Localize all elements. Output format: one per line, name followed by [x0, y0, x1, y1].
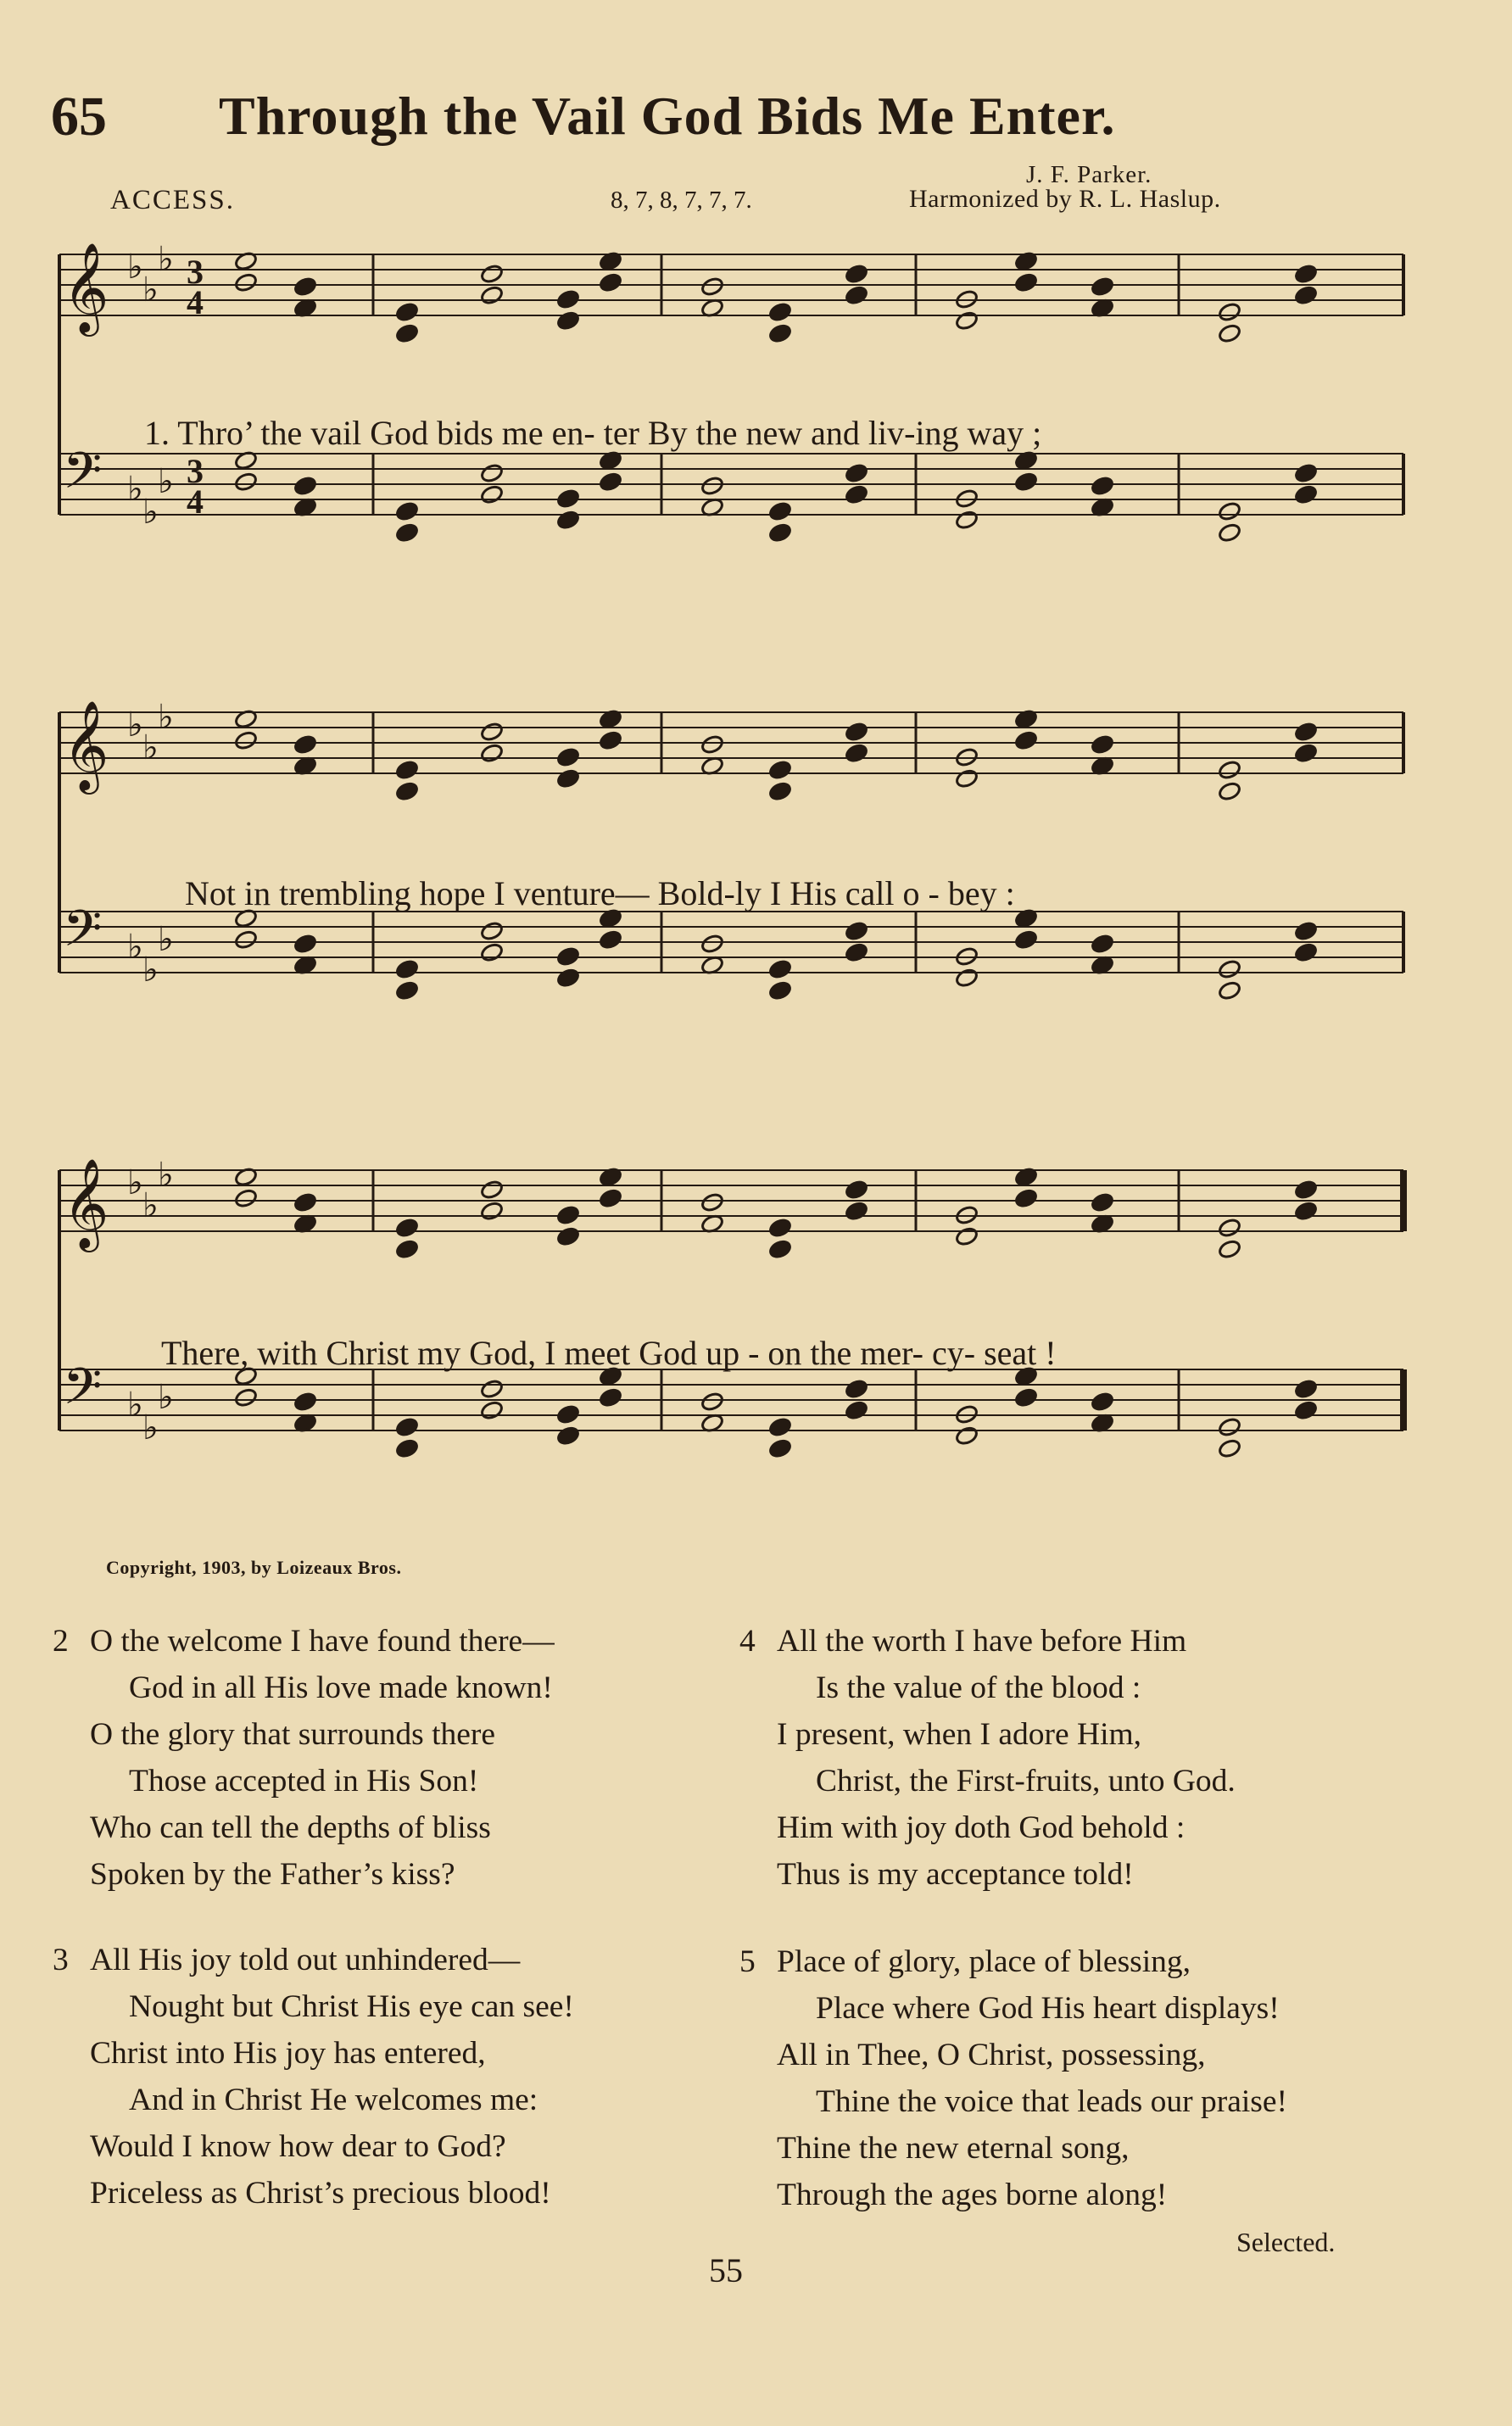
note-head — [845, 1201, 869, 1222]
note-head — [599, 272, 623, 293]
note-head — [556, 510, 581, 531]
verse-line — [739, 1618, 1236, 1665]
verse-2 — [53, 1618, 555, 1898]
note-head — [845, 743, 869, 764]
note-head — [700, 476, 725, 497]
verse-text: Priceless as Christ’s precious blood! — [90, 2176, 551, 2211]
note-head — [768, 980, 793, 1001]
note-head — [395, 323, 420, 344]
verse-line — [739, 1851, 1236, 1898]
note-head — [293, 934, 318, 955]
note-head — [1294, 743, 1319, 764]
verse-line — [739, 1804, 1236, 1851]
note-head — [768, 1417, 793, 1438]
page-number: 55 — [709, 2251, 743, 2289]
note-head — [1014, 1387, 1039, 1408]
verse-text: Thine the voice that leads our praise! — [816, 2084, 1288, 2119]
verse-line — [739, 1711, 1236, 1758]
note-head — [480, 743, 505, 764]
bass-clef-icon: 𝄢 — [63, 1357, 103, 1428]
verse-line — [53, 1665, 555, 1711]
flat-icon: ♭ — [127, 928, 143, 967]
note-head — [700, 734, 725, 756]
flat-icon: ♭ — [142, 493, 159, 532]
note-head — [845, 264, 869, 285]
flat-icon: ♭ — [142, 270, 159, 310]
note-head — [1218, 501, 1242, 522]
verse-text: All the worth I have before Him — [777, 1624, 1187, 1659]
note-head — [480, 484, 505, 505]
verse-line — [739, 2078, 1287, 2125]
note-head — [599, 929, 623, 951]
note-head — [1091, 276, 1115, 298]
note-head — [955, 1425, 979, 1447]
treble-clef-icon: 𝄞 — [63, 1157, 109, 1248]
note-head — [768, 760, 793, 781]
note-head — [768, 1438, 793, 1459]
note-head — [480, 1400, 505, 1421]
note-head — [556, 488, 581, 510]
note-head — [1218, 1438, 1242, 1459]
verse-text: Place where God His heart displays! — [816, 1991, 1280, 2026]
note-head — [1218, 959, 1242, 980]
time-signature-denominator: 4 — [187, 482, 204, 521]
note-head — [480, 921, 505, 942]
note-head — [955, 1226, 979, 1247]
time-signature-denominator: 4 — [187, 283, 204, 321]
note-head — [1014, 730, 1039, 751]
note-head — [845, 1180, 869, 1201]
note-head — [480, 1180, 505, 1201]
flat-icon: ♭ — [158, 240, 174, 279]
note-head — [845, 285, 869, 306]
verse-number: 2 — [53, 1624, 69, 1659]
note-head — [395, 522, 420, 544]
flat-icon: ♭ — [127, 705, 143, 745]
flat-icon: ♭ — [142, 1408, 159, 1447]
note-head — [234, 730, 259, 751]
note-head — [1218, 760, 1242, 781]
note-head — [768, 1218, 793, 1239]
verse-line — [53, 1618, 555, 1665]
note-head — [395, 959, 420, 980]
treble-clef-icon: 𝄞 — [63, 700, 109, 790]
note-head — [768, 302, 793, 323]
note-head — [1294, 264, 1319, 285]
verse-text: Who can tell the depths of bliss — [90, 1810, 491, 1845]
note-head — [480, 285, 505, 306]
note-head — [556, 1205, 581, 1226]
verse-line — [739, 1758, 1236, 1804]
note-head — [955, 510, 979, 531]
verse-text: And in Christ He welcomes me: — [129, 2083, 538, 2117]
verse-line — [53, 1937, 574, 1983]
note-head — [1091, 934, 1115, 955]
flat-icon: ♭ — [158, 920, 174, 959]
verse-line — [739, 2125, 1287, 2172]
note-head — [599, 1387, 623, 1408]
verse-4 — [739, 1618, 1236, 1898]
note-head — [395, 501, 420, 522]
note-head — [1294, 1379, 1319, 1400]
verse-line — [53, 1758, 555, 1804]
note-head — [599, 730, 623, 751]
note-head — [480, 722, 505, 743]
flat-icon: ♭ — [127, 1163, 143, 1202]
verse-text: Would I know how dear to God? — [90, 2129, 506, 2164]
verse-number: 5 — [739, 1944, 756, 1979]
verse-text: Thus is my acceptance told! — [777, 1857, 1134, 1892]
note-head — [845, 942, 869, 963]
hymn-title: Through the Vail God Bids Me Enter. — [219, 86, 1116, 146]
verse-5 — [739, 1938, 1287, 2218]
note-head — [1294, 285, 1319, 306]
note-head — [768, 501, 793, 522]
note-head — [1218, 302, 1242, 323]
verse-3 — [53, 1937, 574, 2217]
flat-icon: ♭ — [127, 248, 143, 287]
verse-text: God in all His love made known! — [129, 1670, 553, 1705]
verse-line — [53, 1804, 555, 1851]
note-head — [234, 929, 259, 951]
lyric-line-3: There, with Christ my God, I meet God up - on the mer- cy- seat ! — [161, 1334, 1057, 1372]
note-head — [293, 276, 318, 298]
note-head — [845, 1400, 869, 1421]
note-head — [599, 1188, 623, 1209]
note-head — [293, 476, 318, 497]
note-head — [955, 968, 979, 989]
note-head — [556, 310, 581, 332]
verse-text: O the glory that surrounds there — [90, 1717, 496, 1752]
note-head — [845, 1379, 869, 1400]
verse-text: I present, when I adore Him, — [777, 1717, 1142, 1752]
verse-text: Nought but Christ His eye can see! — [129, 1989, 574, 2024]
verse-line — [53, 2030, 574, 2077]
verse-line — [53, 2077, 574, 2123]
note-head — [1091, 1391, 1115, 1413]
flat-icon: ♭ — [142, 1186, 159, 1225]
verse-number: 3 — [53, 1943, 69, 1977]
note-head — [1294, 1180, 1319, 1201]
note-head — [1294, 1201, 1319, 1222]
note-head — [556, 289, 581, 310]
lyric-line-2: Not in trembling hope I venture— Bold-ly I His call o - bey : — [185, 874, 1015, 912]
flat-icon: ♭ — [158, 1156, 174, 1195]
verse-line — [739, 1985, 1287, 2032]
note-head — [556, 768, 581, 789]
note-head — [556, 968, 581, 989]
note-head — [480, 264, 505, 285]
tune-name: ACCESS. — [110, 185, 235, 215]
note-head — [293, 1192, 318, 1213]
note-head — [234, 272, 259, 293]
note-head — [1014, 272, 1039, 293]
note-head — [234, 1387, 259, 1408]
note-head — [845, 722, 869, 743]
note-head — [395, 980, 420, 1001]
verse-line — [739, 1665, 1236, 1711]
verse-text: All in Thee, O Christ, possessing, — [777, 2038, 1206, 2072]
verse-text: All His joy told out unhindered— — [90, 1943, 521, 1977]
meter: 8, 7, 8, 7, 7, 7. — [611, 187, 752, 214]
verse-text: Christ into His joy has entered, — [90, 2036, 486, 2071]
note-head — [395, 1417, 420, 1438]
note-head — [556, 747, 581, 768]
note-head — [293, 1391, 318, 1413]
note-head — [1218, 522, 1242, 544]
time-signature-numerator: 3 — [187, 253, 204, 291]
attribution: Selected. — [1236, 2227, 1336, 2257]
note-head — [768, 959, 793, 980]
note-head — [1294, 722, 1319, 743]
note-head — [1294, 921, 1319, 942]
note-head — [845, 484, 869, 505]
flat-icon: ♭ — [158, 462, 174, 501]
flat-icon: ♭ — [158, 1378, 174, 1417]
note-head — [556, 1404, 581, 1425]
verse-text: Christ, the First-fruits, unto God. — [816, 1764, 1236, 1799]
verse-text: Through the ages borne along! — [777, 2178, 1168, 2212]
note-head — [768, 1239, 793, 1260]
verse-line — [53, 1711, 555, 1758]
flat-icon: ♭ — [142, 951, 159, 990]
note-head — [395, 1239, 420, 1260]
note-head — [768, 781, 793, 802]
note-head — [1218, 980, 1242, 1001]
note-head — [1091, 734, 1115, 756]
note-head — [1218, 781, 1242, 802]
verse-line — [739, 2032, 1287, 2078]
note-head — [1014, 1188, 1039, 1209]
note-head — [395, 302, 420, 323]
note-head — [234, 1188, 259, 1209]
note-head — [700, 276, 725, 298]
note-head — [845, 921, 869, 942]
note-head — [599, 471, 623, 493]
note-head — [1218, 1239, 1242, 1260]
note-head — [845, 463, 869, 484]
verse-text: Is the value of the blood : — [816, 1670, 1141, 1705]
note-head — [1294, 484, 1319, 505]
note-head — [480, 463, 505, 484]
note-head — [955, 768, 979, 789]
note-head — [1218, 323, 1242, 344]
verse-line — [53, 2170, 574, 2217]
note-head — [700, 1391, 725, 1413]
note-head — [1014, 929, 1039, 951]
note-head — [234, 471, 259, 493]
note-head — [1014, 471, 1039, 493]
lyric-line-1: 1. Thro’ the vail God bids me en- ter By the new and liv-ing way ; — [144, 414, 1042, 452]
note-head — [556, 1226, 581, 1247]
note-head — [1091, 1192, 1115, 1213]
flat-icon: ♭ — [127, 1386, 143, 1425]
note-head — [768, 522, 793, 544]
note-head — [395, 1438, 420, 1459]
author-credit: J. F. Parker. — [1026, 161, 1152, 188]
note-head — [1294, 942, 1319, 963]
note-head — [480, 942, 505, 963]
note-head — [293, 734, 318, 756]
verse-line — [739, 2172, 1287, 2218]
bass-clef-icon: 𝄢 — [63, 441, 103, 512]
note-head — [1294, 463, 1319, 484]
verse-line — [739, 1938, 1287, 1985]
verse-number: 4 — [739, 1624, 756, 1659]
verse-text: Him with joy doth God behold : — [777, 1810, 1186, 1845]
verse-line — [53, 1983, 574, 2030]
copyright-notice: Copyright, 1903, by Loizeaux Bros. — [106, 1557, 402, 1578]
hymn-number: 65 — [51, 86, 107, 148]
flat-icon: ♭ — [127, 470, 143, 509]
note-head — [700, 934, 725, 955]
note-head — [1218, 1218, 1242, 1239]
verse-text: Those accepted in His Son! — [129, 1764, 479, 1799]
verse-line — [53, 1851, 555, 1898]
note-head — [395, 781, 420, 802]
note-head — [955, 310, 979, 332]
harmonizer-credit: Harmonized by R. L. Haslup. — [909, 185, 1221, 213]
bass-clef-icon: 𝄢 — [63, 899, 103, 970]
note-head — [395, 760, 420, 781]
note-head — [480, 1201, 505, 1222]
note-head — [768, 323, 793, 344]
time-signature-numerator: 3 — [187, 452, 204, 490]
note-head — [395, 1218, 420, 1239]
note-head — [556, 946, 581, 968]
note-head — [1294, 1400, 1319, 1421]
note-head — [480, 1379, 505, 1400]
note-head — [1218, 1417, 1242, 1438]
note-head — [700, 1192, 725, 1213]
note-head — [1091, 476, 1115, 497]
verse-line — [53, 2123, 574, 2170]
verse-text: Place of glory, place of blessing, — [777, 1944, 1191, 1979]
note-head — [556, 1425, 581, 1447]
verse-text: O the welcome I have found there— — [90, 1624, 555, 1659]
flat-icon: ♭ — [158, 698, 174, 737]
treble-clef-icon: 𝄞 — [63, 242, 109, 332]
verse-text: Spoken by the Father’s kiss? — [90, 1857, 455, 1892]
verse-text: Thine the new eternal song, — [777, 2131, 1130, 2166]
flat-icon: ♭ — [142, 728, 159, 767]
